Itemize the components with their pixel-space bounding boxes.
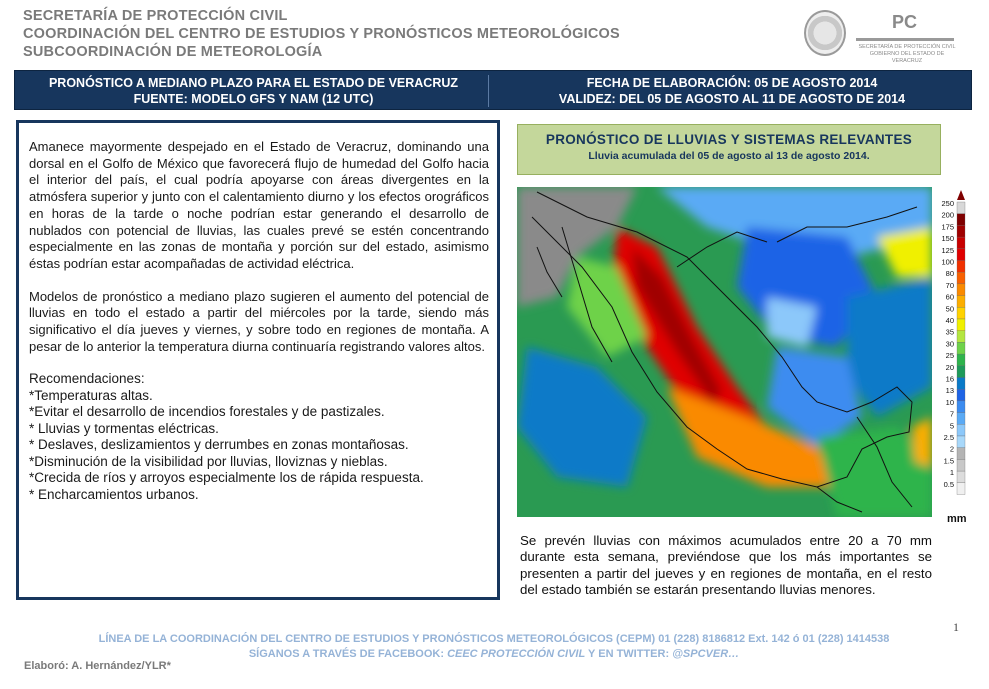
- header-line-3: SUBCOORDINACIÓN DE METEOROLOGÍA: [23, 44, 323, 60]
- recommendation-item: * Deslaves, deslizamientos y derrumbes en zonas montañosas.: [29, 437, 409, 453]
- recommendation-item: *Disminución de la visibilidad por lluvias, lloviznas y nieblas.: [29, 453, 388, 469]
- legend-swatch: [957, 354, 965, 366]
- footer-twitter-label: Y EN TWITTER:: [585, 648, 673, 660]
- legend-tick-label: 1: [949, 468, 954, 478]
- legend-swatch: [957, 471, 965, 483]
- legend-tick-label: 1.5: [943, 456, 954, 466]
- footer-facebook-link[interactable]: CEEC PROTECCIÓN CIVIL: [447, 648, 586, 660]
- legend-tick-label: 40: [945, 316, 954, 325]
- legend-tick-label: 2.5: [943, 433, 954, 442]
- legend-swatch: [957, 307, 965, 319]
- footer-facebook-label: SÍGANOS A TRAVÉS DE FACEBOOK:: [248, 648, 448, 660]
- legend-tick-label: 7: [949, 409, 954, 419]
- rainfall-legend: [938, 190, 968, 520]
- banner-validity: VALIDEZ: DEL 05 DE AGOSTO AL 11 DE AGOSTO DE 2014: [558, 92, 906, 106]
- legend-swatch: [957, 459, 965, 471]
- legend-tick-label: 10: [945, 397, 954, 407]
- pc-logo-text: PC: [892, 12, 918, 32]
- legend-tick-label: 5: [949, 421, 954, 431]
- legend-tick-label: 175: [941, 222, 954, 232]
- recommendation-item: * Lluvias y tormentas eléctricas.: [29, 420, 219, 436]
- legend-tick-label: 200: [941, 210, 954, 220]
- legend-swatch: [957, 401, 965, 413]
- legend-tick-label: 20: [945, 362, 954, 372]
- map-subtitle: Lluvia acumulada del 05 de agosto al 13 de agosto 2014.: [588, 150, 870, 162]
- legend-tick-label: 150: [941, 234, 954, 244]
- recommendation-item: * Encharcamientos urbanos.: [29, 486, 199, 502]
- pc-logo-subtitle: SECRETARÍA DE PROTECCIÓN CIVIL GOBIERNO DEL ESTADO DE VERACRUZ: [858, 44, 956, 64]
- legend-tick-label: 13: [945, 386, 954, 396]
- legend-tick-label: 35: [945, 327, 954, 337]
- header-line-1: SECRETARÍA DE PROTECCIÓN CIVIL: [23, 8, 288, 24]
- legend-swatch: [957, 249, 965, 261]
- banner-right: [495, 75, 969, 107]
- header-line-2: COORDINACIÓN DEL CENTRO DE ESTUDIOS Y PRONÓSTICOS METEOROLÓGICOS: [23, 26, 620, 42]
- legend-tick-label: 50: [945, 304, 954, 314]
- author-credit: Elaboró: A. Hernández/YLR*: [24, 660, 171, 672]
- footer-social-line: [54, 648, 934, 660]
- map-title-box: [517, 124, 941, 175]
- legend-tick-label: 60: [945, 292, 954, 302]
- legend-swatch: [957, 366, 965, 378]
- footer-phone-line: LÍNEA DE LA COORDINACIÓN DEL CENTRO DE ESTUDIOS Y PRONÓSTICOS METEOROLÓGICOS (CEPM) 01 (228) 8186812 Ext. 142 ó 01 (228) 1414538: [98, 633, 890, 645]
- footer-twitter-link[interactable]: @SPCVER…: [672, 648, 740, 660]
- header-titles: [23, 7, 620, 61]
- forecast-text-box: [16, 120, 500, 600]
- legend-swatch: [957, 214, 965, 226]
- pc-logo: [856, 8, 956, 64]
- logos: [800, 8, 960, 64]
- legend-tick-label: 100: [941, 257, 954, 267]
- legend-swatch: [957, 424, 965, 436]
- legend-swatch: [957, 272, 965, 284]
- legend-swatch: [957, 483, 965, 495]
- state-seal-icon: [804, 10, 846, 56]
- legend-swatch: [957, 378, 965, 390]
- legend-tick-label: 125: [941, 245, 954, 255]
- page-number: 1: [953, 620, 959, 634]
- legend-top-arrow: [957, 190, 965, 200]
- legend-swatch: [957, 296, 965, 308]
- banner-left: [19, 75, 489, 107]
- legend-swatch: [957, 261, 965, 273]
- forecast-paragraph-2: Modelos de pronóstico a mediano plazo sugieren el aumento del potencial de lluvias en todo el estado a partir del miércoles por la tarde, siendo más significativo el día jueves y viernes, y sobre todo en regiones de montaña. A pesar de lo anterior la temperatura diurna continuaría registrando valores altos.: [29, 288, 489, 354]
- legend-tick-label: 16: [945, 374, 954, 384]
- recommendations-title: Recomendaciones:: [29, 371, 145, 387]
- banner-source: FUENTE: MODELO GFS Y NAM (12 UTC): [133, 92, 374, 106]
- legend-tick-label: 25: [945, 351, 954, 361]
- rainfall-map: [517, 187, 932, 517]
- recommendation-item: *Evitar el desarrollo de incendios forestales y de pastizales.: [29, 404, 385, 420]
- legend-swatch: [957, 225, 965, 237]
- legend-swatch: [957, 389, 965, 401]
- legend-swatch: [957, 331, 965, 343]
- map-title: PRONÓSTICO DE LLUVIAS Y SISTEMAS RELEVANTES: [545, 132, 913, 147]
- legend-tick-label: 250: [941, 199, 954, 208]
- legend-swatch: [957, 202, 965, 214]
- legend-swatch: [957, 319, 965, 331]
- rainfall-summary: Se prevén lluvias con máximos acumulados entre 20 a 70 mm durante esta semana, previéndose que los más importantes se presenten a partir del jueves y en regiones de montaña, en el resto del estado también se estarán presentando lluvias menores.: [520, 533, 932, 597]
- forecast-paragraph-1: Amanece mayormente despejado en el Estado de Veracruz, dominando una dorsal en el Golfo de México que favorecerá flujo de humedad del Golfo hacia el interior del país, el cual podría apoyarse con áreas divergentes en la atmósfera superior y junto con el calentamiento diurno y los efectos orográficos en horas de la tarde o noche podrían estar generando el desarrollo de nublados con potencial de lluvias, las cuales prevé se estén concentrando especialmente en las zonas de montaña y porción sur del estado, asimismo éstas podrían estar acompañadas de actividad eléctrica.: [29, 139, 489, 271]
- recommendation-item: *Temperaturas altas.: [29, 387, 153, 403]
- legend-swatch: [957, 436, 965, 448]
- forecast-banner: [14, 70, 972, 110]
- legend-tick-label: 2: [949, 444, 954, 454]
- legend-tick-label: 0.5: [943, 479, 954, 489]
- legend-swatch: [957, 284, 965, 296]
- banner-title: PRONÓSTICO A MEDIANO PLAZO PARA EL ESTADO DE VERACRUZ: [48, 76, 459, 90]
- legend-tick-label: 80: [945, 269, 954, 279]
- legend-swatch: [957, 413, 965, 425]
- banner-date: FECHA DE ELABORACIÓN: 05 DE AGOSTO 2014: [586, 76, 878, 90]
- legend-swatch: [957, 342, 965, 354]
- recommendation-item: *Crecida de ríos y arroyos especialmente los de rápida respuesta.: [29, 470, 424, 486]
- legend-swatch: [957, 448, 965, 460]
- legend-tick-label: 70: [945, 280, 954, 290]
- pc-logo-bar: [856, 38, 954, 41]
- legend-swatch: [957, 237, 965, 249]
- legend-tick-label: 30: [945, 339, 954, 349]
- legend-unit: mm: [947, 513, 967, 525]
